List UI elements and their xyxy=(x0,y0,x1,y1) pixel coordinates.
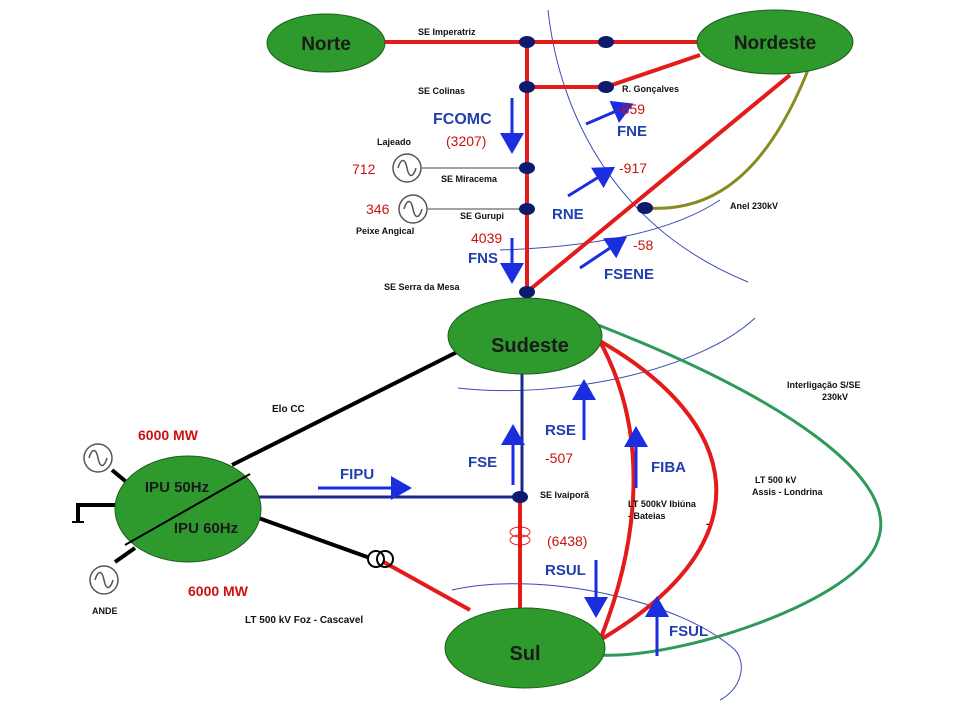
line-nordeste-serra xyxy=(527,75,790,292)
label-se-gurupi: SE Gurupi xyxy=(460,211,505,221)
label-interligacao-1: Interligação S/SE xyxy=(787,380,861,390)
label-ibiuna-1: LT 500kV Ibiúna xyxy=(628,499,696,509)
converter-icon xyxy=(368,551,393,567)
value-rse: -507 xyxy=(545,450,574,466)
node-imperatriz xyxy=(519,36,535,48)
label-ipu60: IPU 60Hz xyxy=(173,520,239,537)
label-assis-2: Assis - Londrina xyxy=(752,487,823,497)
label-ibiuna-2: - Bateias xyxy=(628,511,666,521)
label-fse: FSE xyxy=(468,454,498,471)
value-lajeado: 712 xyxy=(352,161,376,177)
label-interligacao-2: 230kV xyxy=(822,392,849,402)
line-ipu-left-tap xyxy=(78,505,118,522)
label-sudeste: Sudeste xyxy=(491,335,569,357)
node-ivaipora xyxy=(512,491,528,503)
label-foz-cascavel: LT 500 kV Foz - Cascavel xyxy=(245,615,364,626)
line-ande xyxy=(115,548,135,562)
label-fsene: FSENE xyxy=(604,266,655,283)
label-fns: FNS xyxy=(468,250,498,267)
node-gurupi xyxy=(519,203,535,215)
label-se-imperatriz: SE Imperatriz xyxy=(418,27,476,37)
value-peixe: 346 xyxy=(366,201,390,217)
line-elo-cc xyxy=(232,352,457,465)
node-colinas xyxy=(519,81,535,93)
generator-ande-icon xyxy=(90,566,118,594)
label-norte: Norte xyxy=(301,34,351,55)
value-fne: -859 xyxy=(617,101,646,117)
label-fiba: FIBA xyxy=(651,459,686,476)
generator-peixe-icon xyxy=(399,195,427,223)
label-fne: FNE xyxy=(617,123,647,140)
node-miracema xyxy=(519,162,535,174)
label-se-colinas: SE Colinas xyxy=(418,86,466,96)
value-rsul: (6438) xyxy=(547,533,588,549)
node-anel xyxy=(637,202,653,214)
line-ipu-foz xyxy=(250,515,370,558)
label-se-miracema: SE Miracema xyxy=(441,174,498,184)
label-nordeste: Nordeste xyxy=(733,33,817,54)
label-rse: RSE xyxy=(545,422,576,439)
label-sul: Sul xyxy=(509,643,541,665)
label-se-serra-da-mesa: SE Serra da Mesa xyxy=(384,282,460,292)
value-rne: -917 xyxy=(619,160,648,176)
generator-lajeado-icon xyxy=(393,154,421,182)
label-elo-cc: Elo CC xyxy=(272,404,305,415)
label-fsul: FSUL xyxy=(669,623,709,640)
node-serra-da-mesa xyxy=(519,286,535,298)
node-norte-nordeste-mid xyxy=(598,36,614,48)
label-lajeado: Lajeado xyxy=(377,137,412,147)
label-rsul: RSUL xyxy=(545,562,586,579)
label-ande: ANDE xyxy=(92,606,118,616)
label-ipu50: IPU 50Hz xyxy=(144,479,210,496)
arrow-rne xyxy=(568,170,610,196)
label-assis-1: LT 500 kV xyxy=(755,475,797,485)
node-goncalves xyxy=(598,81,614,93)
label-dash: - xyxy=(706,519,710,530)
label-fcomc: FCOMC xyxy=(433,111,492,128)
value-fsene: -58 xyxy=(633,237,654,253)
line-foz-cascavel xyxy=(380,560,470,610)
label-peixe-angical: Peixe Angical xyxy=(356,226,415,236)
label-anel-230kv: Anel 230kV xyxy=(730,201,779,211)
value-fns: 4039 xyxy=(471,230,503,246)
line-ibiuna-bateias xyxy=(598,338,634,640)
label-se-ivaipora: SE Ivaiporã xyxy=(540,490,590,500)
value-fcomc: (3207) xyxy=(446,133,487,149)
interligacao-sse-line xyxy=(598,325,881,655)
label-ipu60-mw: 6000 MW xyxy=(188,583,248,599)
label-rne: RNE xyxy=(552,206,584,223)
label-r-goncalves: R. Gonçalves xyxy=(622,84,680,94)
line-colinas-goncalves xyxy=(527,55,700,87)
label-fipu: FIPU xyxy=(340,466,375,483)
label-ipu50-mw: 6000 MW xyxy=(138,427,198,443)
generator-ipu-icon xyxy=(84,444,112,472)
